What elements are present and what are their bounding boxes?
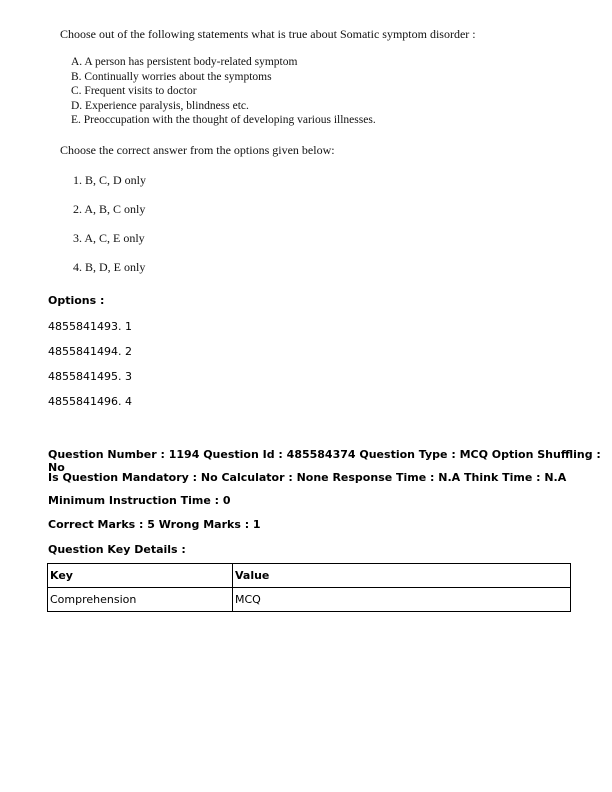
question-marks: Correct Marks : 5 Wrong Marks : 1: [48, 518, 261, 531]
key-details-label: Question Key Details :: [48, 543, 186, 556]
table-row: [48, 588, 571, 612]
option-item-2: 4855841494. 2: [48, 345, 132, 358]
statement-c: C. Frequent visits to doctor: [71, 85, 197, 97]
statement-e: E. Preoccupation with the thought of developing various illnesses.: [71, 114, 376, 126]
statement-list: [71, 55, 376, 128]
table-header-row: [48, 564, 571, 588]
answer-choice-4: 4. B, D, E only: [73, 260, 146, 274]
key-details-table: [47, 563, 571, 612]
options-label: Options :: [48, 294, 105, 307]
question-meta-line-1: Question Number : 1194 Question Id : 485584374 Question Type : MCQ Option Shuffling : No: [48, 448, 601, 474]
table-cell-value: MCQ: [233, 588, 571, 612]
option-item-1: 4855841493. 1: [48, 320, 132, 333]
answer-instruction: Choose the correct answer from the options given below:: [60, 143, 335, 157]
question-meta-line-2: Is Question Mandatory : No Calculator : None Response Time : N.A Think Time : N.A: [48, 471, 567, 484]
answer-choice-3: 3. A, C, E only: [73, 231, 145, 245]
answer-choice-1: 1. B, C, D only: [73, 173, 147, 187]
statement-b: B. Continually worries about the symptoms: [71, 70, 272, 83]
statement-a: A. A person has persistent body-related symptom: [71, 56, 298, 68]
answer-choice-2: 2. A, B, C only: [73, 202, 146, 216]
question-prompt: Choose out of the following statements what is true about Somatic symptom disorder :: [60, 27, 476, 41]
statement-d: D. Experience paralysis, blindness etc.: [71, 99, 249, 112]
option-item-4: 4855841496. 4: [48, 395, 132, 408]
table-cell-key: Comprehension: [48, 588, 233, 612]
option-item-3: 4855841495. 3: [48, 370, 132, 383]
table-header-key: Key: [48, 564, 233, 588]
table-header-value: Value: [233, 564, 571, 588]
question-meta-line-3: Minimum Instruction Time : 0: [48, 494, 231, 507]
